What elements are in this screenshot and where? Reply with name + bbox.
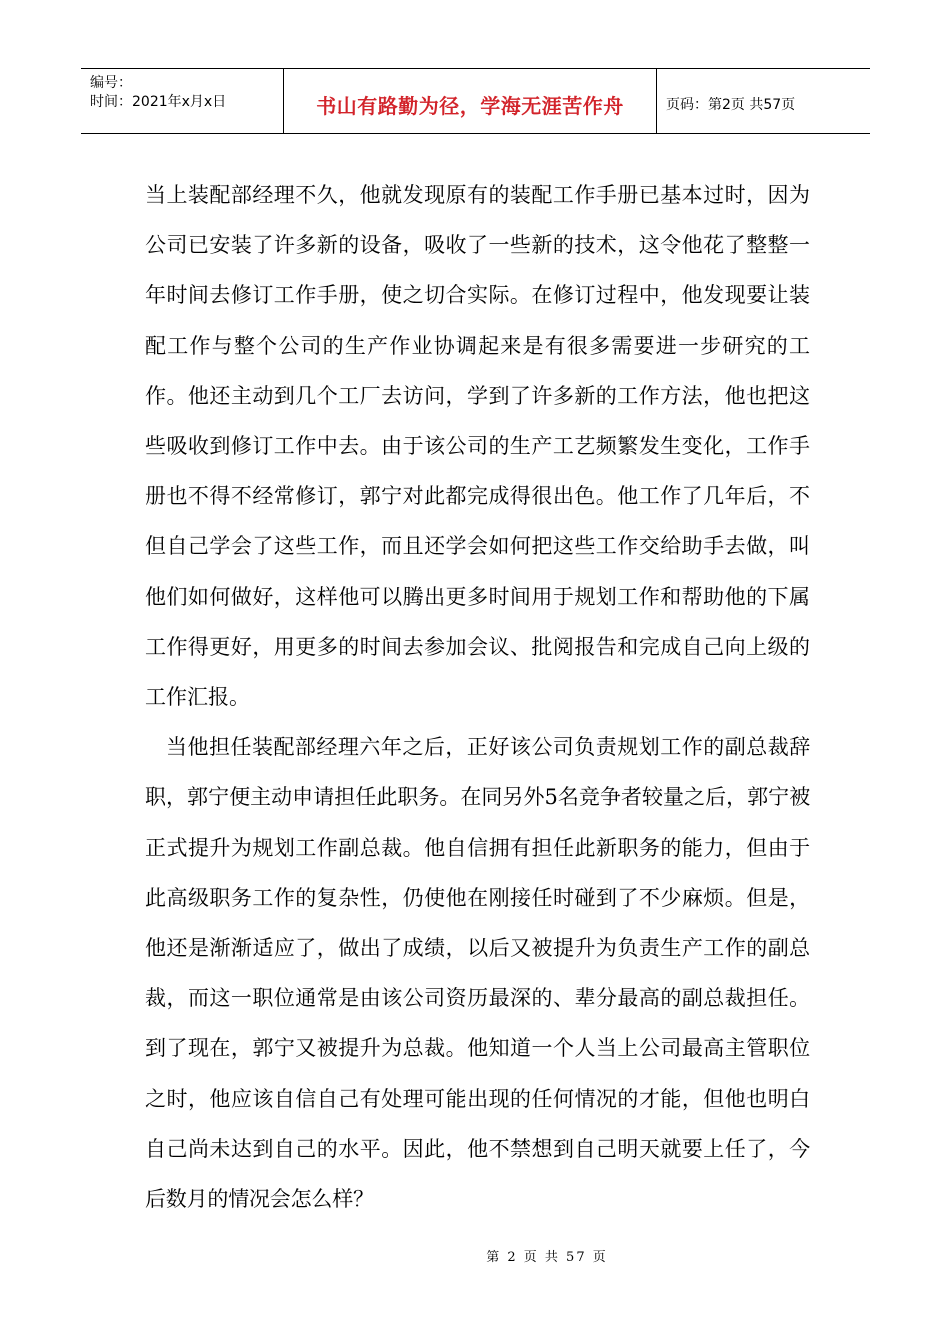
serial-label: 编号： bbox=[90, 75, 132, 91]
time-label: 时间：2021年x月x日 bbox=[90, 94, 227, 110]
header-motto-cell bbox=[284, 69, 657, 133]
header-page-info bbox=[657, 69, 870, 133]
document-body bbox=[145, 170, 810, 1224]
page-info-text: 页码：第2页 共57页 bbox=[666, 97, 796, 113]
paragraph-1: 当上装配部经理不久，他就发现原有的装配工作手册已基本过时，因为公司已安装了许多新的设备，吸收了一些新的技术，这令他花了整整一年时间去修订工作手册，使之切合实际。在修订过程中，他发现要让装配工作与整个公司的生产作业协调起来是有很多需要进一步研究的工作。他还主动到几个工厂去访问，学到了许多新的工作方法，他也把这些吸收到修订工作中去。由于该公司的生产工艺频繁发生变化，工作手册也不得不经常修订，郭宁对此都完成得很出色。他工作了几年后，不但自己学会了这些工作，而且还学会如何把这些工作交给助手去做，叫他们如何做好，这样他可以腾出更多时间用于规划工作和帮助他的下属工作得更好，用更多的时间去参加会议、批阅报告和完成自己向上级的工作汇报。 bbox=[145, 183, 810, 710]
motto-text: 书山有路勤为径，学海无涯苦作舟 bbox=[316, 93, 624, 118]
page-header bbox=[81, 68, 870, 134]
header-meta bbox=[81, 69, 284, 133]
page-footer: 第 2 页 共 57 页 bbox=[486, 1250, 608, 1265]
paragraph-2: 当他担任装配部经理六年之后，正好该公司负责规划工作的副总裁辞职，郭宁便主动申请担任此职务。在同另外5名竞争者较量之后，郭宁被正式提升为规划工作副总裁。他自信拥有担任此新职务的能力，但由于此高级职务工作的复杂性，仍使他在刚接任时碰到了不少麻烦。但是，他还是渐渐适应了，做出了成绩，以后又被提升为负责生产工作的副总裁，而这一职位通常是由该公司资历最深的、辈分最高的副总裁担任。到了现在，郭宁又被提升为总裁。他知道一个人当上公司最高主管职位之时，他应该自信自己有处理可能出现的任何情况的才能，但他也明白自己尚未达到自己的水平。因此，他不禁想到自己明天就要上任了，今后数月的情况会怎么样？ bbox=[145, 735, 810, 1212]
